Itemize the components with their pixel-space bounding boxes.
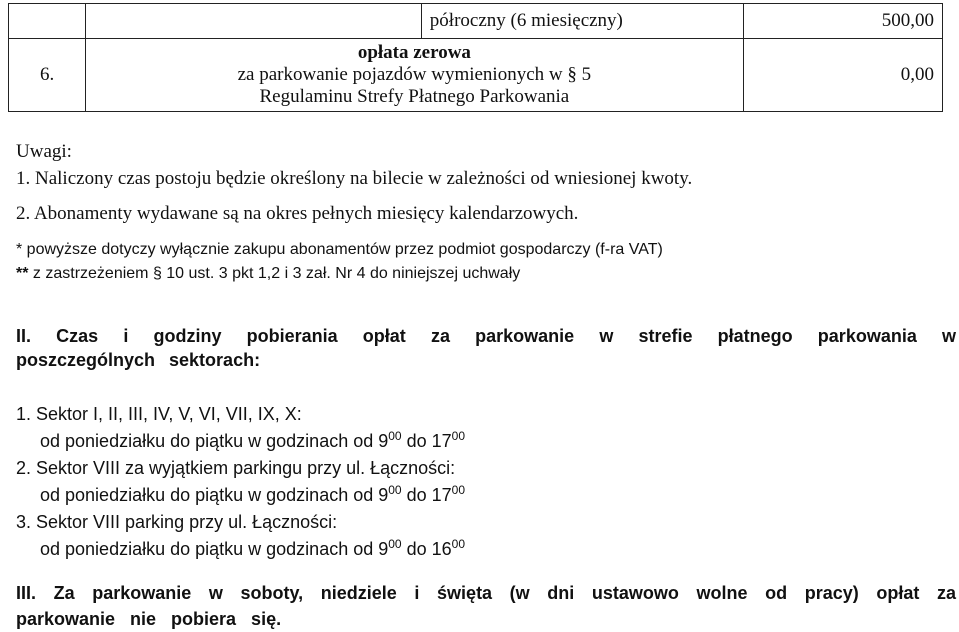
section-2-heading: II. Czas i godziny pobierania opłat za parkowanie w strefie płatnego parkowania w poszczególnych sektorach: — [16, 326, 956, 370]
section-3-heading: III. Za parkowanie w soboty, niedziele i święta (w dni ustawowo wolne od pracy) opłat za parkowanie nie pobiera się. — [16, 583, 956, 629]
sector-item-title: 3. Sektor VIII parking przy ul. Łączności: — [16, 512, 338, 532]
sector-item-title: 2. Sektor VIII za wyjątkiem parkingu przy ul. Łączności: — [16, 458, 456, 478]
double-star-mark: ** — [16, 265, 29, 282]
table-row — [9, 4, 943, 39]
price-cell: 0,00 — [743, 39, 943, 112]
zero-fee-line3: Regulaminu Strefy Płatnego Parkowania — [259, 86, 570, 107]
row-number: 6. — [9, 39, 86, 112]
period-cell: półroczny (6 miesięczny) — [421, 4, 743, 39]
zero-fee-title: opłata zerowa — [357, 42, 471, 63]
table-cell-empty — [86, 4, 422, 39]
footnote-star: * powyższe dotyczy wyłącznie zakupu abonamentów przez podmiot gospodarczy (f-ra VAT) — [16, 241, 663, 258]
footnote-double-star — [16, 265, 520, 283]
table-row — [9, 39, 943, 112]
sector-list — [16, 401, 465, 563]
zero-fee-description — [86, 39, 743, 112]
sector-item-hours: od poniedziałku do piątku w godzinach od $9^{00}$ do $17^{00}$ — [40, 483, 466, 505]
zero-fee-line2: za parkowanie pojazdów wymienionych w § 5 — [237, 64, 592, 85]
sector-item-hours: od poniedziałku do piątku w godzinach od $9^{00}$ do $17^{00}$ — [40, 429, 466, 451]
note-1: 1. Naliczony czas postoju będzie określony na bilecie w zależności od wniesionej kwoty. — [16, 168, 693, 189]
double-star-text: z zastrzeżeniem § 10 ust. 3 pkt 1,2 i 3 zał. Nr 4 do niniejszej uchwały — [28, 265, 521, 282]
price-cell: 500,00 — [743, 4, 943, 39]
sector-item-title: 1. Sektor I, II, III, IV, V, VI, VII, IX, X: — [16, 404, 302, 424]
table-cell-empty — [9, 4, 86, 39]
note-2: 2. Abonamenty wydawane są na okres pełnych miesięcy kalendarzowych. — [16, 203, 579, 224]
fee-table — [8, 3, 943, 112]
sector-item-hours: od poniedziałku do piątku w godzinach od $9^{00}$ do $16^{00}$ — [40, 537, 466, 559]
notes-heading: Uwagi: — [16, 141, 72, 162]
